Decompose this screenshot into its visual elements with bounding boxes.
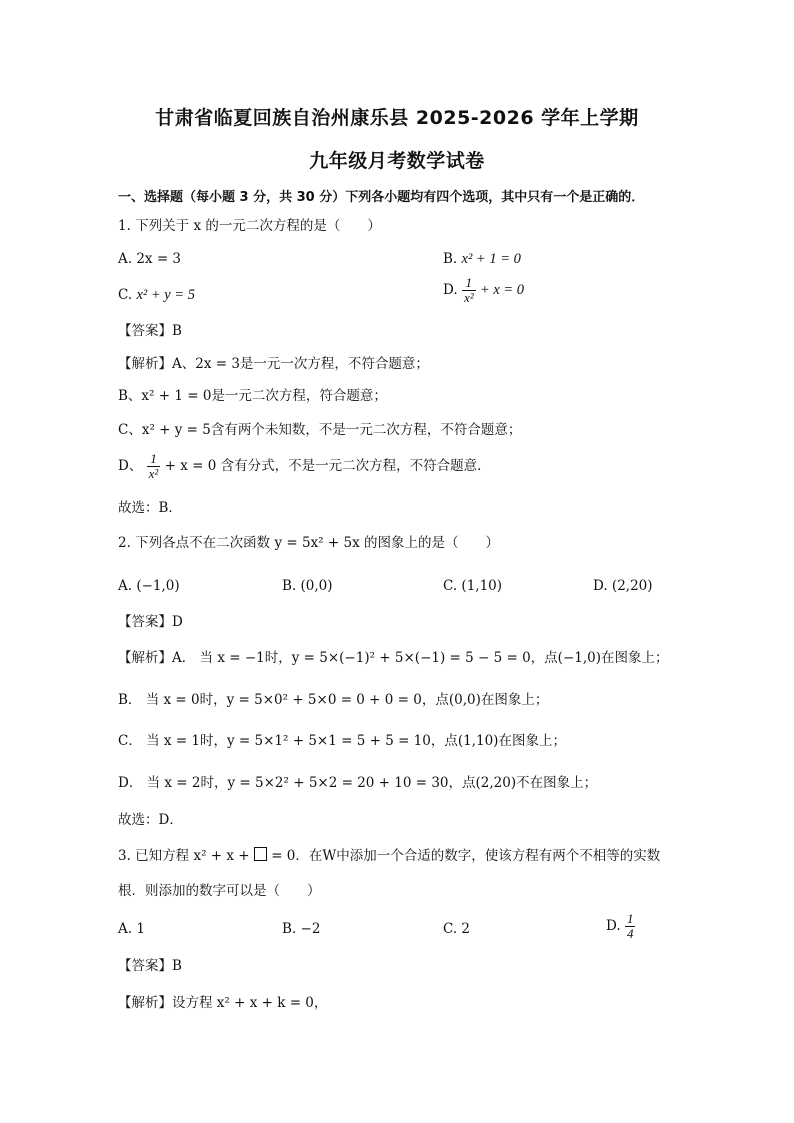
q2-option-d: D. (2,20) <box>593 578 653 594</box>
q1-option-b-label: B. <box>443 251 458 267</box>
q1-analysis-1 <box>118 354 429 374</box>
q2-option-b: B. (0,0) <box>282 578 333 594</box>
q3-option-d-numerator: 1 <box>626 911 634 926</box>
q2-analysis-1: 【解析】A． 当 x = −1时，y = 5×(−1)² + 5×(−1) = 5 − 5 = 0，点(−1,0)在图象上； <box>118 650 669 666</box>
q2-stem: 2. 下列各点不在二次函数 y = 5x² + 5x 的图象上的是（ ） <box>118 535 499 551</box>
q1-analysis-2: B、x² + 1 = 0是一元二次方程，符合题意； <box>118 388 387 404</box>
q1-stem: 1. 下列关于 x 的一元二次方程的是（ ） <box>118 218 381 234</box>
q3-option-d-label: D. <box>606 918 621 934</box>
q1-option-c <box>118 285 195 305</box>
q1-analysis-4 <box>118 452 491 481</box>
q2-analysis-2: B． 当 x = 0时，y = 5×0² + 5×0 = 0 + 0 = 0，点(0,0)在图象上； <box>118 692 549 708</box>
q3-analysis-1: 【解析】设方程 x² + x + k = 0， <box>118 995 328 1011</box>
q1-option-a: A. 2x = 3 <box>118 251 182 267</box>
q2-option-a: A. (−1,0) <box>118 578 180 594</box>
q3-option-a: A. 1 <box>118 921 145 937</box>
q1-analysis-3: C、x² + y = 5含有两个未知数，不是一元二次方程，不符合题意； <box>118 422 522 438</box>
q1-analysis-4-numerator: 1 <box>147 452 161 467</box>
q2-option-c: C. (1,10) <box>443 578 503 594</box>
q1-option-d-fraction <box>462 276 476 305</box>
q1-answer: 【答案】B <box>118 323 182 339</box>
q1-option-c-expr: x² + y = 5 <box>136 287 195 303</box>
q3-option-c: C. 2 <box>443 921 471 937</box>
q1-option-d <box>443 276 524 305</box>
q2-answer: 【答案】D <box>118 614 183 630</box>
exam-title-line1: 甘肃省临夏回族自治州康乐县 2025-2026 学年上学期 <box>155 107 639 129</box>
q3-stem-line1 <box>118 846 660 866</box>
q3-option-d <box>606 912 635 941</box>
q1-analysis-4-denominator: x² <box>148 466 159 481</box>
q3-option-b: B. −2 <box>282 921 321 937</box>
q3-stem-prefix: 3. 已知方程 x² + x + <box>118 848 250 864</box>
q1-conclusion: 故选：B． <box>118 500 182 516</box>
q1-option-d-rest: + x = 0 <box>479 282 525 298</box>
q1-option-d-label: D. <box>443 282 458 298</box>
q1-analysis-4-prefix: D、 <box>118 458 143 474</box>
section-heading: 一、选择题（每小题 3 分，共 30 分）下列各小题均有四个选项，其中只有一个是正确的． <box>118 190 645 205</box>
q1-analysis-4-rest: + x = 0 含有分式，不是一元二次方程，不符合题意． <box>164 458 491 474</box>
exam-title-line2: 九年级月考数学试卷 <box>309 150 485 172</box>
q3-option-d-fraction <box>625 912 636 941</box>
q2-analysis-4: D． 当 x = 2时，y = 5×2² + 5×2 = 20 + 10 = 30，点(2,20)不在图象上； <box>118 775 598 791</box>
q3-option-d-denominator: 4 <box>626 926 634 941</box>
q1-option-d-denominator: x² <box>463 290 474 305</box>
q1-option-b <box>443 249 521 269</box>
q2-conclusion: 故选：D． <box>118 812 183 828</box>
q2-analysis-3: C． 当 x = 1时，y = 5×1² + 5×1 = 5 + 5 = 10，点(1,10)在图象上； <box>118 733 566 749</box>
q1-analysis-1-text: A、2x = 3是一元一次方程，不符合题意； <box>172 356 429 372</box>
q1-option-c-label: C. <box>118 287 133 303</box>
q3-stem-line2: 根．则添加的数字可以是（ ） <box>118 883 321 899</box>
blank-box-icon <box>254 847 267 861</box>
q1-option-d-numerator: 1 <box>462 276 476 291</box>
q1-option-b-expr: x² + 1 = 0 <box>461 251 521 267</box>
q3-stem-suffix: = 0．在W中添加一个合适的数字，使该方程有两个不相等的实数 <box>271 848 661 864</box>
q1-analysis-label: 【解析】 <box>118 356 172 372</box>
q1-analysis-4-fraction <box>147 452 161 481</box>
q3-answer: 【答案】B <box>118 958 182 974</box>
